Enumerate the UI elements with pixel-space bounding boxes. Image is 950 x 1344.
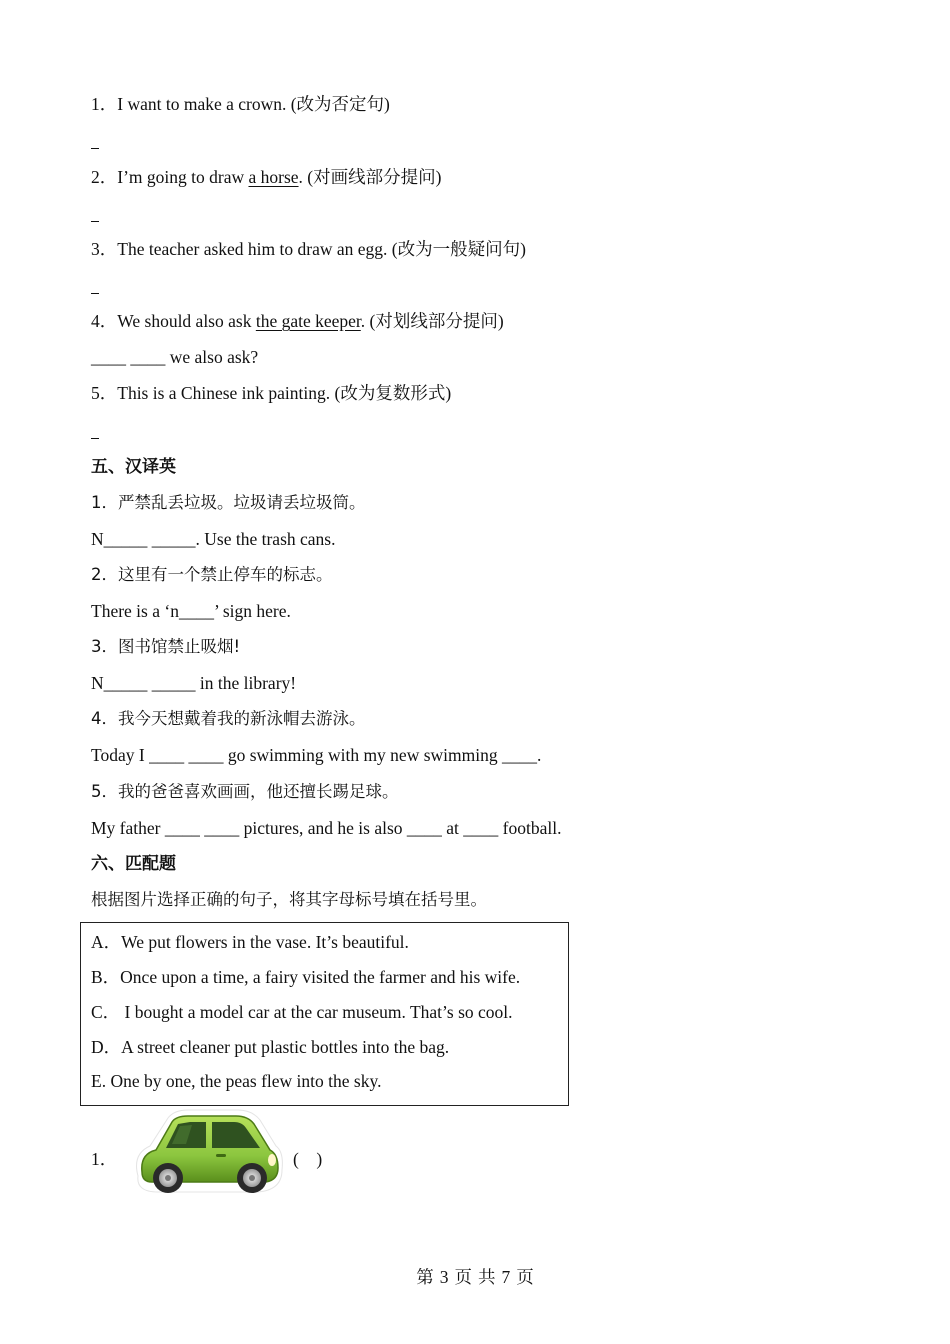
s5-q3-en[interactable]: N_____ _____ in the library! [91,673,297,693]
q4-4-answer[interactable]: ____ ____ we also ask? [91,347,259,367]
s5-q2-en[interactable]: There is a ‘n____’ sign here. [91,601,291,621]
options-box [80,922,569,1106]
green-car-icon [128,1106,286,1198]
q-text: This is a Chinese ink painting. (改为复数形式) [117,383,452,403]
s5-q5-cn [91,781,399,803]
q-num: 4． [91,311,118,331]
underlined-phrase: the gate keeper [255,311,361,331]
section6-title: 六、匹配题 [91,854,176,874]
q-num: 4． [91,709,118,728]
q-text: 图书馆禁止吸烟! [118,637,241,656]
q-num: 3． [91,239,118,259]
s5-q4-cn [91,708,366,730]
q-text-pre: I’m going to draw [117,167,249,187]
s5-q1-en[interactable]: N_____ _____. Use the trash cans. [91,529,336,549]
q-text-post: . (对画线部分提问) [298,167,442,187]
q-text-post: . (对划线部分提问) [360,311,504,331]
q-text: 严禁乱丢垃圾。垃圾请丢垃圾筒。 [118,493,366,512]
page-number: 3 [439,1267,449,1287]
q-text: The teacher asked him to draw an egg. (改为一般疑问句) [117,239,526,259]
option-e: E. One by one, the peas flew into the sky. [91,1071,382,1091]
q-text: 我今天想戴着我的新泳帽去游泳。 [118,709,366,728]
q-text: 我的爸爸喜欢画画，他还擅长踢足球。 [118,782,399,801]
q-text-pre: We should also ask [117,311,256,331]
footer-text: 页 [454,1267,472,1287]
s5-q2-cn [91,564,333,586]
q-num: 5． [91,383,118,403]
q-num: 1． [91,94,118,114]
q-text: 这里有一个禁止停车的标志。 [118,565,333,584]
footer-text: 共 [478,1267,496,1287]
q-num: 2． [91,167,118,187]
q4-3 [91,238,526,260]
q-num: 2． [91,565,118,584]
answer-parentheses[interactable]: ( ) [293,1149,323,1169]
answer-blank[interactable] [91,148,99,149]
s5-q5-en[interactable]: My father ____ ____ pictures, and he is also ____ at ____ football. [91,818,562,838]
option-c: C． I bought a model car at the car museum. That’s so cool. [91,1002,513,1022]
s5-q4-en[interactable]: Today I ____ ____ go swimming with my new swimming ____. [91,745,542,765]
underlined-phrase: a horse [248,167,299,187]
answer-blank[interactable] [91,221,99,222]
q4-4 [91,310,504,332]
q-text: I want to make a crown. (改为否定句) [117,94,390,114]
q4-5 [91,382,451,404]
answer-blank[interactable] [91,438,99,439]
s5-q1-cn [91,492,366,514]
footer-text: 页 [516,1267,534,1287]
footer-text: 第 [416,1267,434,1287]
page-footer [0,1266,950,1288]
section5-title: 五、汉译英 [91,457,176,477]
option-b: B．Once upon a time, a fairy visited the farmer and his wife. [91,967,521,987]
answer-blank[interactable] [91,293,99,294]
q4-1 [91,93,390,115]
option-d: D．A street cleaner put plastic bottles into the bag. [91,1037,450,1057]
option-a: A．We put flowers in the vase. It’s beautiful. [91,932,409,952]
q4-2 [91,166,441,188]
s5-q3-cn [91,636,240,658]
section6-instruction: 根据图片选择正确的句子，将其字母标号填在括号里。 [91,890,487,909]
q-num: 5． [91,782,118,801]
s6-q1-num: 1． [91,1149,118,1169]
q-num: 1． [91,493,118,512]
q-num: 3． [91,637,118,656]
total-pages: 7 [501,1267,511,1287]
